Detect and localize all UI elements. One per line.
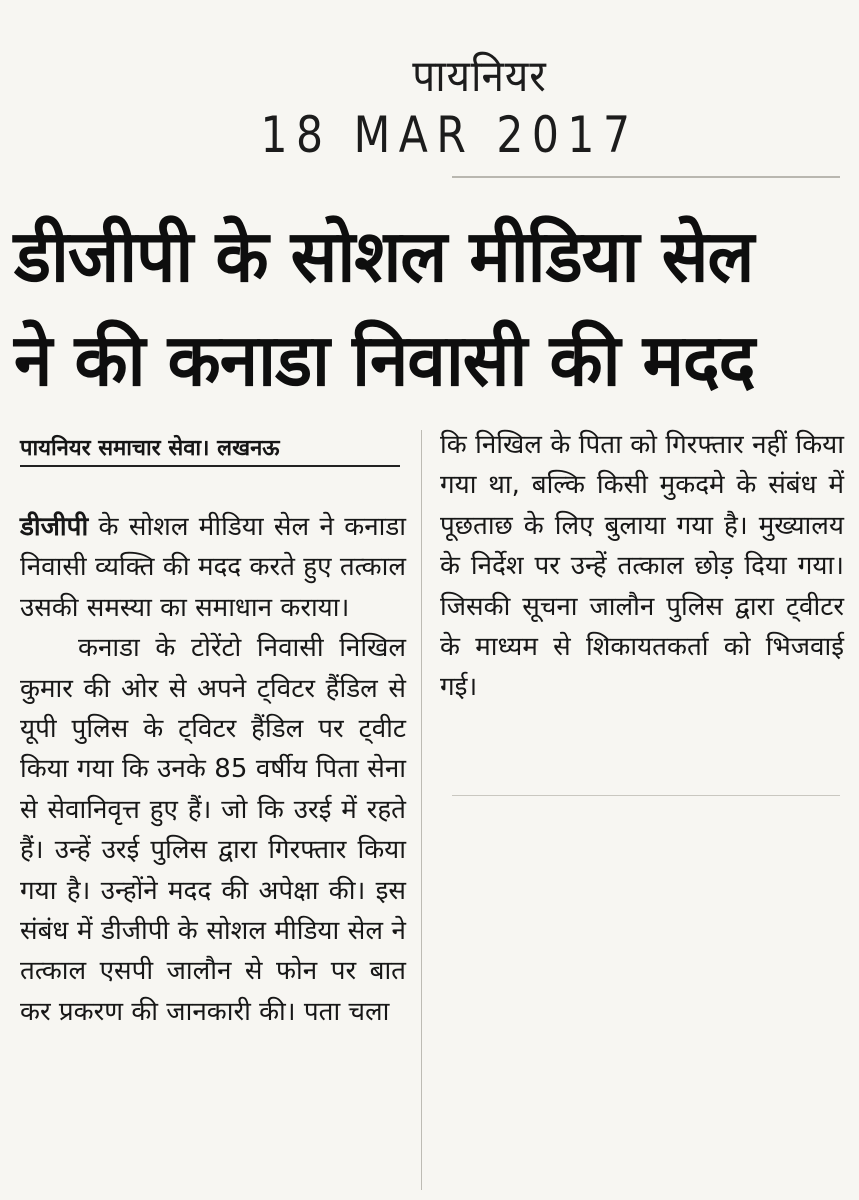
article-paragraph-3: कि निखिल के पिता को गिरफ्तार नहीं किया गया था, बल्कि किसी मुकदमे के संबंध में पूछताछ के लिए बुलाया गया है। मुख्यालय के निर्देश पर उन्हें तत्काल छोड़ दिया गया। जिसकी सूचना जालौन पुलिस द्वारा ट्वीटर के माध्यम से शिकायतकर्ता को भिजवाई गई। [440,430,844,703]
article-paragraph-2: कनाडा के टोरेंटो निवासी निखिल कुमार की ओर से अपने ट्विटर हैंडिल से यूपी पुलिस के ट्विटर हैंडिल पर ट्वीट किया गया कि उनके 85 वर्षीय पिता सेना से सेवानिवृत्त हुए हैं। जो कि उरई में रहते हैं। उन्हें उरई पुलिस द्वारा गिरफ्तार किया गया है। उन्होंने मदद की अपेक्षा की। इस संबंध में डीजीपी के सोशल मीडिया सेल ने तत्काल एसपी जालौन से फोन पर बात कर प्रकरण की जानकारी की। पता चला [20,633,406,1027]
article-paragraph-1 [20,507,406,628]
handwritten-date: 18 MAR 2017 [260,106,639,164]
top-divider [452,176,840,178]
column-divider [421,430,422,1190]
headline-line-2: ने की कनाडा निवासी की मदद [14,318,755,402]
byline-agency: पायनियर समाचार सेवा [20,436,202,461]
article-column-left [20,507,406,1032]
paragraph-1-text: के सोशल मीडिया सेल ने कनाडा निवासी व्यक्ति की मदद करते हुए तत्काल उसकी समस्या का समाधान कराया। [20,512,406,623]
byline-separator: । [201,436,210,461]
headline [14,204,820,412]
lead-word: डीजीपी [20,512,89,542]
handwritten-paper-name: पायनियर [412,51,547,102]
article-column-right [440,425,844,708]
headline-line-1: डीजीपी के सोशल मीडिया सेल [14,214,754,298]
bottom-divider [452,795,840,796]
byline-city: लखनऊ [217,436,280,461]
byline [20,432,400,467]
